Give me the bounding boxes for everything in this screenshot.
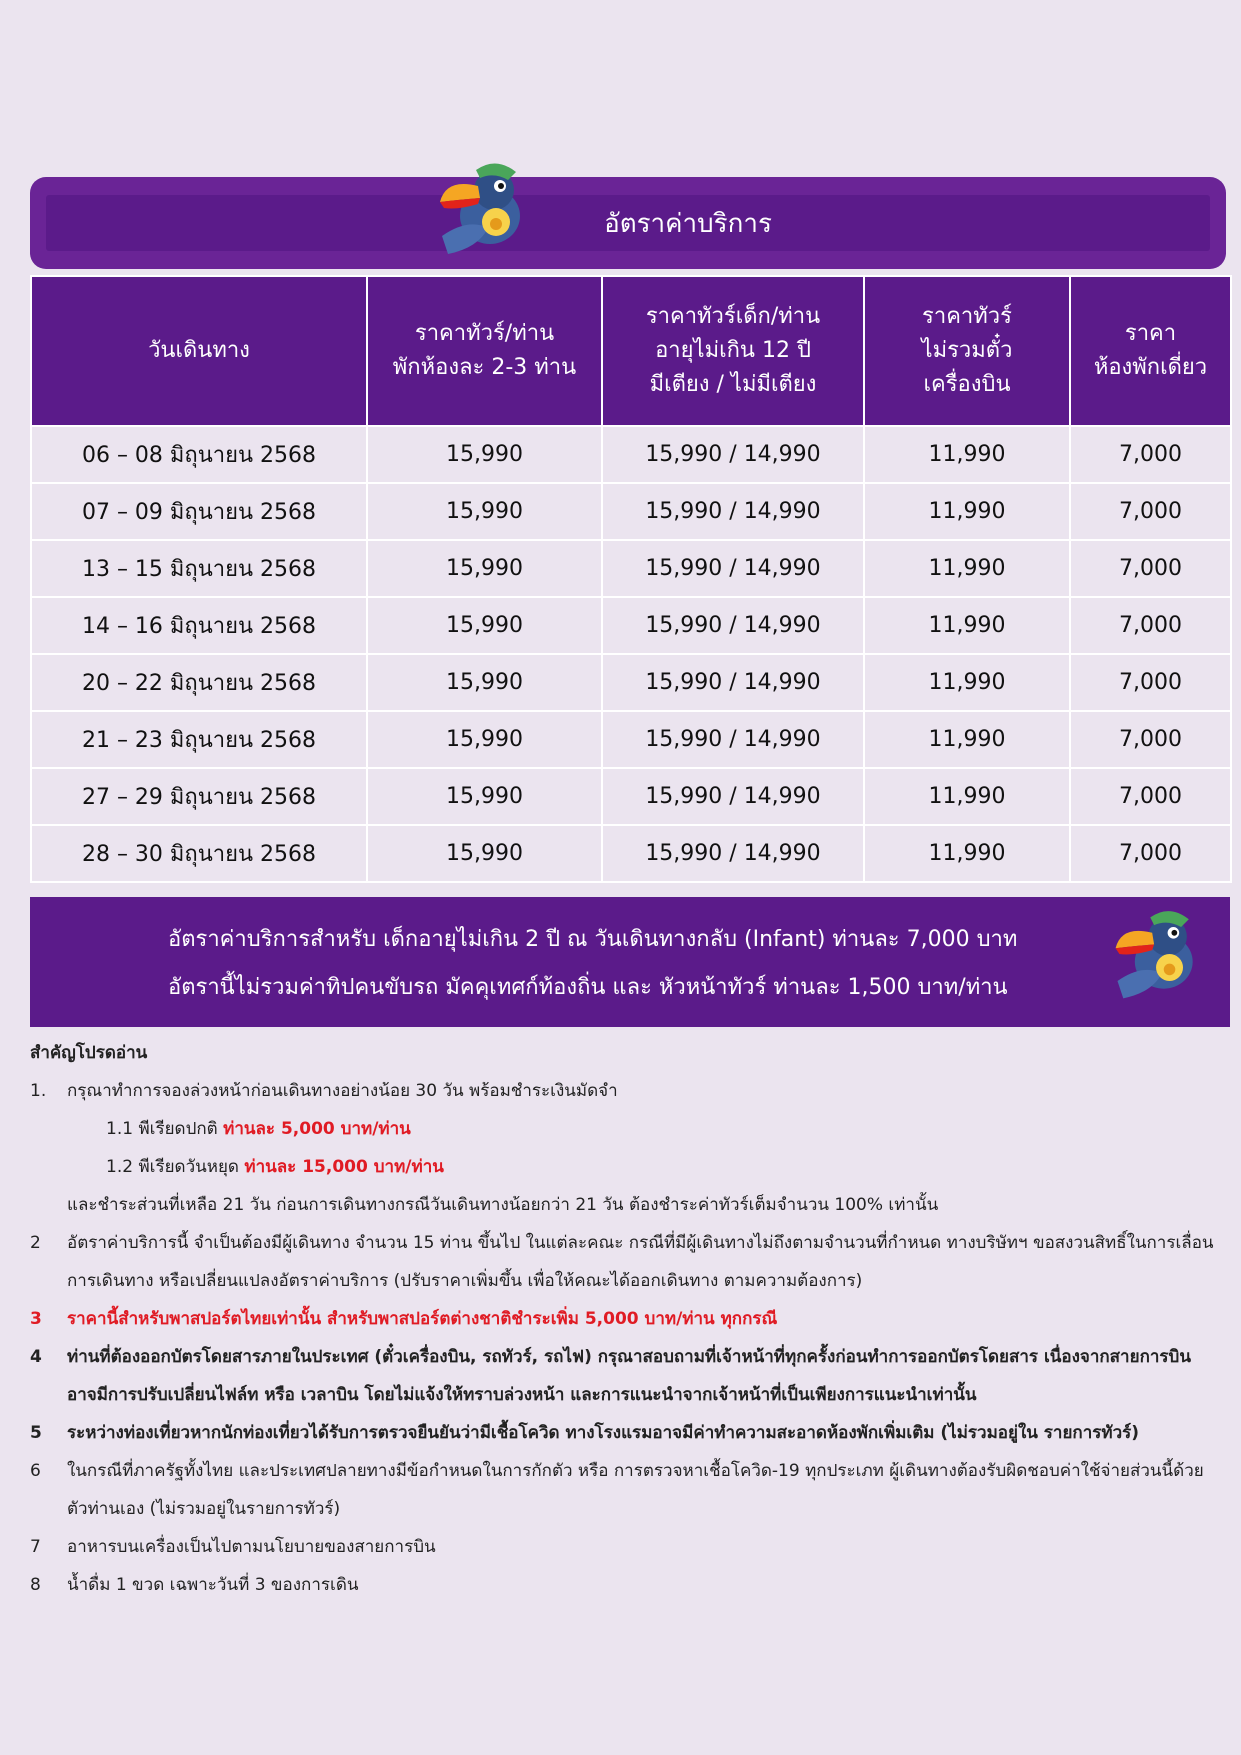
cell-adult-price: 15,990 xyxy=(367,483,602,540)
note-number: 7 xyxy=(30,1537,41,1557)
cell-single-room: 7,000 xyxy=(1070,540,1231,597)
header-line: ราคา xyxy=(1124,321,1177,346)
cell-date: 21 – 23 มิถุนายน 2568 xyxy=(31,711,367,768)
note-sub-label: 1.1 พีเรียดปกติ xyxy=(106,1119,224,1139)
header-adult-price xyxy=(367,276,602,426)
infant-rate-text: อัตราค่าบริการสำหรับ เด็กอายุไม่เกิน 2 ปี ณ วันเดินทางกลับ (Infant) ท่านละ 7,000 บาท xyxy=(168,927,1018,952)
cell-adult-price: 15,990 xyxy=(367,711,602,768)
cell-no-ticket-price: 11,990 xyxy=(864,426,1070,483)
cell-single-room: 7,000 xyxy=(1070,426,1231,483)
cell-no-ticket-price: 11,990 xyxy=(864,483,1070,540)
header-travel-date xyxy=(31,276,367,426)
note-sub-value: ท่านละ 15,000 บาท/ท่าน xyxy=(244,1157,444,1177)
cell-child-price: 15,990 / 14,990 xyxy=(602,483,864,540)
note-text: อาหารบนเครื่องเป็นไปตามนโยบายของสายการบิน xyxy=(67,1537,436,1557)
header-no-ticket-price xyxy=(864,276,1070,426)
toucan-mascot-icon xyxy=(1104,905,1210,1003)
table-row xyxy=(31,483,1231,540)
table-row xyxy=(31,426,1231,483)
note-item-7 xyxy=(30,1528,1220,1566)
cell-child-price: 15,990 / 14,990 xyxy=(602,654,864,711)
price-table xyxy=(30,275,1232,883)
note-text: น้ำดื่ม 1 ขวด เฉพาะวันที่ 3 ของการเดิน xyxy=(67,1575,359,1595)
note-item-6 xyxy=(30,1452,1220,1528)
cell-single-room: 7,000 xyxy=(1070,597,1231,654)
note-item-3 xyxy=(30,1300,1220,1338)
table-row xyxy=(31,825,1231,882)
cell-child-price: 15,990 / 14,990 xyxy=(602,768,864,825)
cell-adult-price: 15,990 xyxy=(367,540,602,597)
cell-no-ticket-price: 11,990 xyxy=(864,654,1070,711)
note-1-continuation: และชำระส่วนที่เหลือ 21 วัน ก่อนการเดินทางกรณีวันเดินทางน้อยกว่า 21 วัน ต้องชำระค่าทัวร์เต็มจำนวน 100% เท่านั้น xyxy=(67,1195,939,1215)
table-row xyxy=(31,711,1231,768)
tip-rate-text: อัตรานี้ไม่รวมค่าทิปคนขับรถ มัคคุเทศก์ท้องถิ่น และ หัวหน้าทัวร์ ท่านละ 1,500 บาท/ท่าน xyxy=(168,975,1008,1000)
note-number: 8 xyxy=(30,1575,41,1595)
cell-no-ticket-price: 11,990 xyxy=(864,711,1070,768)
toucan-mascot-icon xyxy=(428,158,538,258)
cell-adult-price: 15,990 xyxy=(367,768,602,825)
cell-child-price: 15,990 / 14,990 xyxy=(602,825,864,882)
cell-single-room: 7,000 xyxy=(1070,483,1231,540)
cell-single-room: 7,000 xyxy=(1070,825,1231,882)
cell-no-ticket-price: 11,990 xyxy=(864,597,1070,654)
cell-child-price: 15,990 / 14,990 xyxy=(602,597,864,654)
cell-child-price: 15,990 / 14,990 xyxy=(602,711,864,768)
cell-no-ticket-price: 11,990 xyxy=(864,768,1070,825)
header-banner xyxy=(30,177,1226,269)
table-row xyxy=(31,540,1231,597)
cell-date: 27 – 29 มิถุนายน 2568 xyxy=(31,768,367,825)
cell-single-room: 7,000 xyxy=(1070,654,1231,711)
header-line: เครื่องบิน xyxy=(923,372,1011,397)
note-number: 3 xyxy=(30,1309,42,1329)
note-item-2 xyxy=(30,1224,1220,1300)
header-single-room xyxy=(1070,276,1231,426)
header-line: มีเตียง / ไม่มีเตียง xyxy=(649,372,817,397)
cell-date: 06 – 08 มิถุนายน 2568 xyxy=(31,426,367,483)
cell-adult-price: 15,990 xyxy=(367,825,602,882)
header-line: อายุไม่เกิน 12 ปี xyxy=(655,338,811,363)
page-title: อัตราค่าบริการ xyxy=(604,208,772,239)
note-sub-1-2 xyxy=(30,1148,1220,1186)
cell-child-price: 15,990 / 14,990 xyxy=(602,426,864,483)
header-line: ราคาทัวร์/ท่าน xyxy=(414,321,555,346)
cell-adult-price: 15,990 xyxy=(367,597,602,654)
note-text: ในกรณีที่ภาครัฐทั้งไทย และประเทศปลายทางมีข้อกำหนดในการกักตัว หรือ การตรวจหาเชื้อโควิด-19 ทุกประเภท ผู้เดินทางต้องรับผิดชอบค่าใช้จ่ายส่วนนี้ด้วยตัวท่านเอง (ไม่รวมอยู่ในรายการทัวร์) xyxy=(67,1461,1204,1519)
cell-single-room: 7,000 xyxy=(1070,768,1231,825)
header-line: ราคาทัวร์ xyxy=(922,304,1012,329)
note-text: ท่านที่ต้องออกบัตรโดยสารภายในประเทศ (ตั๋วเครื่องบิน, รถทัวร์, รถไฟ) กรุณาสอบถามที่เจ้าหน้าที่ทุกครั้งก่อนทำการออกบัตรโดยสาร เนื่องจากสายการบินอาจมีการปรับเปลี่ยนไฟล์ท หรือ เวลาบิน โดยไม่แจ้งให้ทราบล่วงหน้า และการแนะนำจากเจ้าหน้าที่เป็นเพียงการแนะนำเท่านั้น xyxy=(67,1347,1191,1405)
note-text: อัตราค่าบริการนี้ จำเป็นต้องมีผู้เดินทาง จำนวน 15 ท่าน ขึ้นไป ในแต่ละคณะ กรณีที่มีผู้เดินทางไม่ถึงตามจำนวนที่กำหนด ทางบริษัทฯ ขอสงวนสิทธิ์ในการเลื่อนการเดินทาง หรือเปลี่ยนแปลงอัตราค่าบริการ (ปรับราคาเพิ่มขึ้น เพื่อให้คณะได้ออกเดินทาง ตามความต้องการ) xyxy=(67,1233,1214,1291)
cell-no-ticket-price: 11,990 xyxy=(864,540,1070,597)
cell-date: 13 – 15 มิถุนายน 2568 xyxy=(31,540,367,597)
note-item-5 xyxy=(30,1414,1220,1452)
header-line: วันเดินทาง xyxy=(148,338,250,363)
table-row xyxy=(31,768,1231,825)
note-item-8 xyxy=(30,1566,1220,1604)
cell-date: 07 – 09 มิถุนายน 2568 xyxy=(31,483,367,540)
note-number: 6 xyxy=(30,1461,41,1481)
cell-date: 28 – 30 มิถุนายน 2568 xyxy=(31,825,367,882)
note-number: 5 xyxy=(30,1423,42,1443)
infant-rate-banner xyxy=(30,897,1230,1027)
note-number: 2 xyxy=(30,1233,41,1253)
cell-date: 14 – 16 มิถุนายน 2568 xyxy=(31,597,367,654)
cell-single-room: 7,000 xyxy=(1070,711,1231,768)
note-text: กรุณาทำการจองล่วงหน้าก่อนเดินทางอย่างน้อย 30 วัน พร้อมชำระเงินมัดจำ xyxy=(67,1081,618,1101)
cell-no-ticket-price: 11,990 xyxy=(864,825,1070,882)
header-child-price xyxy=(602,276,864,426)
note-text: ระหว่างท่องเที่ยวหากนักท่องเที่ยวได้รับการตรวจยืนยันว่ามีเชื้อโควิด ทางโรงแรมอาจมีค่าทำความสะอาดห้องพักเพิ่มเติม (ไม่รวมอยู่ใน รายการทัวร์) xyxy=(67,1423,1140,1443)
header-line: ราคาทัวร์เด็ก/ท่าน xyxy=(645,304,821,329)
note-item-4 xyxy=(30,1338,1220,1414)
note-number: 4 xyxy=(30,1347,42,1367)
header-line: พักห้องละ 2-3 ท่าน xyxy=(392,355,577,380)
header-line: ไม่รวมตั๋ว xyxy=(921,338,1013,363)
header-line: ห้องพักเดี่ยว xyxy=(1093,355,1208,380)
note-sub-value: ท่านละ 5,000 บาท/ท่าน xyxy=(223,1119,411,1139)
note-item-1 xyxy=(30,1072,1220,1110)
important-notes xyxy=(30,1034,1220,1604)
table-row xyxy=(31,654,1231,711)
notes-title: สำคัญโปรดอ่าน xyxy=(30,1043,148,1063)
header-inner xyxy=(46,195,1210,251)
cell-adult-price: 15,990 xyxy=(367,426,602,483)
cell-child-price: 15,990 / 14,990 xyxy=(602,540,864,597)
table-row xyxy=(31,597,1231,654)
table-header-row xyxy=(31,276,1231,426)
note-sub-1-1 xyxy=(30,1110,1220,1148)
note-number: 1. xyxy=(30,1081,47,1101)
note-text: ราคานี้สำหรับพาสปอร์ตไทยเท่านั้น สำหรับพาสปอร์ตต่างชาติชำระเพิ่ม 5,000 บาท/ท่าน ทุกกรณี xyxy=(67,1309,778,1329)
note-sub-label: 1.2 พีเรียดวันหยุด xyxy=(106,1157,245,1177)
cell-date: 20 – 22 มิถุนายน 2568 xyxy=(31,654,367,711)
cell-adult-price: 15,990 xyxy=(367,654,602,711)
